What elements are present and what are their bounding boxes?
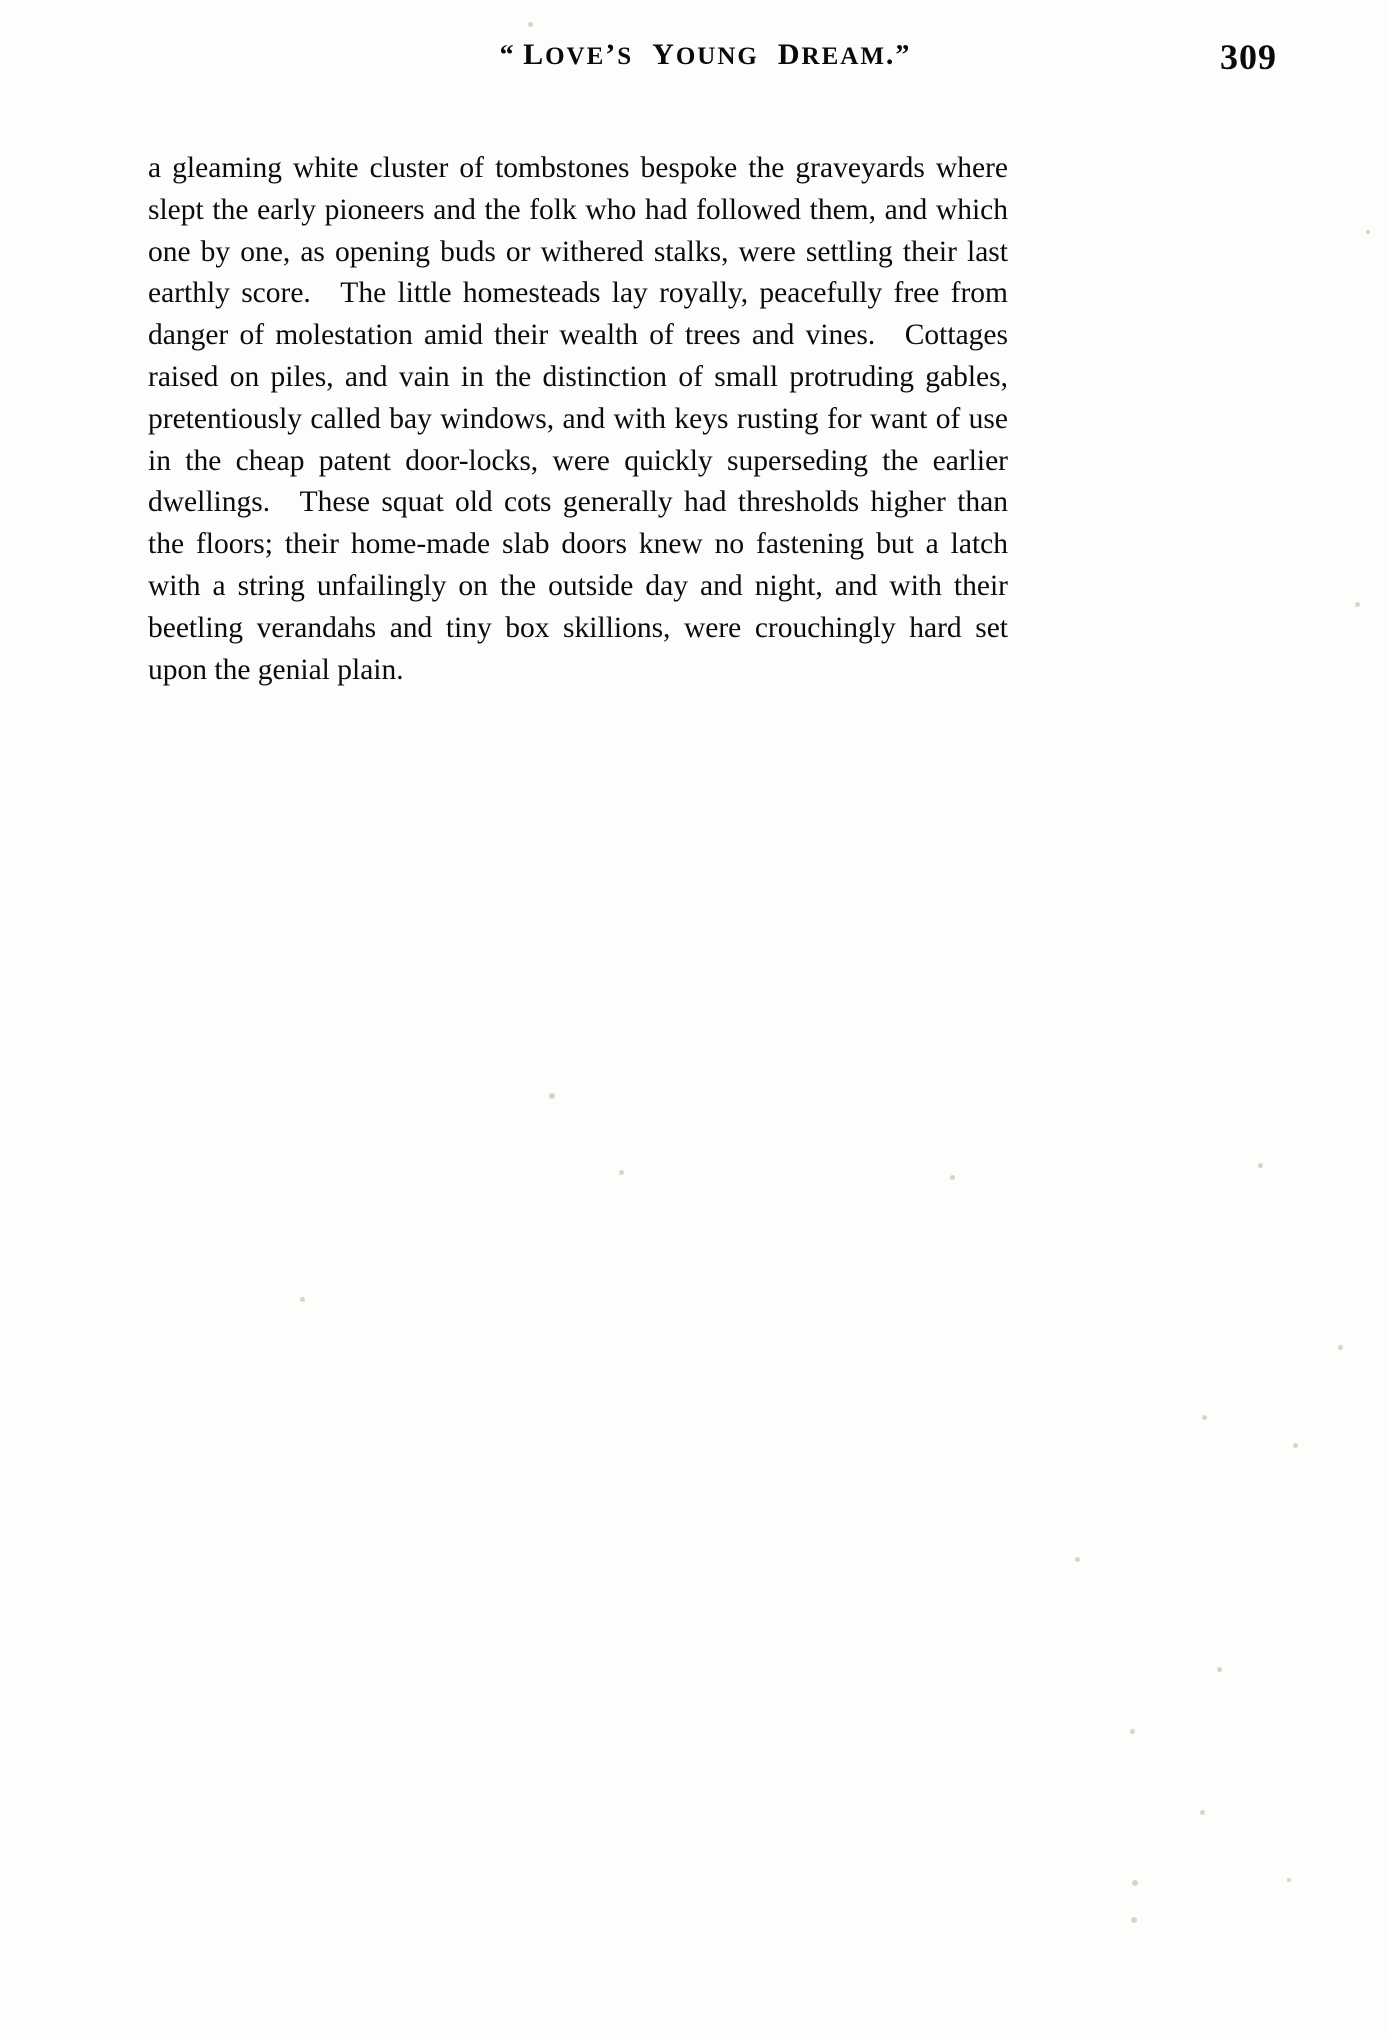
scan-speck bbox=[528, 22, 533, 27]
running-head bbox=[150, 38, 1267, 98]
close-quote: ” bbox=[895, 40, 910, 71]
scan-speck bbox=[300, 1297, 305, 1302]
scan-speck bbox=[1200, 1810, 1205, 1815]
scan-speck bbox=[1217, 1667, 1222, 1672]
scan-speck bbox=[1130, 1729, 1135, 1734]
page-number: 309 bbox=[1220, 37, 1277, 77]
scan-speck bbox=[619, 1170, 624, 1175]
paragraph: a gleaming white cluster of tombstones bespoke the graveyards where slept the early pioneers and the folk who had followed them, and which one by one, as opening buds or withered stalks, were settling their last earthly score. The little homesteads lay royally, peacefully free from danger of molestation amid their wealth of trees and vines. Cottages raised on piles, and vain in the distinction of small protruding gables, pretentiously called bay windows, and with keys rusting for want of use in the cheap patent door-locks, were quickly superseding the earlier dwellings. These squat old cots generally had thresholds higher than the floors; their home-made slab doors knew no fastening but a latch with a string unfailingly on the outside day and night, and with their beetling verandahs and tiny box skillions, were crouchingly hard set upon the genial plain. bbox=[148, 152, 1008, 686]
scan-speck bbox=[1355, 602, 1360, 607]
scan-speck bbox=[1075, 1557, 1080, 1562]
scan-speck bbox=[549, 1093, 555, 1099]
scan-speck bbox=[1338, 1345, 1343, 1350]
scan-speck bbox=[1366, 230, 1370, 234]
scan-speck bbox=[1202, 1415, 1207, 1420]
running-title-word-young: YOUNG bbox=[642, 38, 759, 71]
running-title-word-loves: LOVE’S bbox=[523, 38, 634, 71]
scan-speck bbox=[1258, 1163, 1263, 1168]
running-title-text bbox=[500, 38, 910, 72]
scan-speck bbox=[1293, 1443, 1298, 1448]
scan-speck bbox=[1131, 1917, 1137, 1923]
open-quote: “ bbox=[499, 40, 514, 71]
running-title-word-dream: DREAM. bbox=[768, 38, 896, 71]
scan-speck bbox=[1287, 1878, 1291, 1882]
body-text-block bbox=[148, 148, 1008, 691]
scan-speck bbox=[950, 1175, 955, 1180]
scan-speck bbox=[1132, 1880, 1138, 1886]
